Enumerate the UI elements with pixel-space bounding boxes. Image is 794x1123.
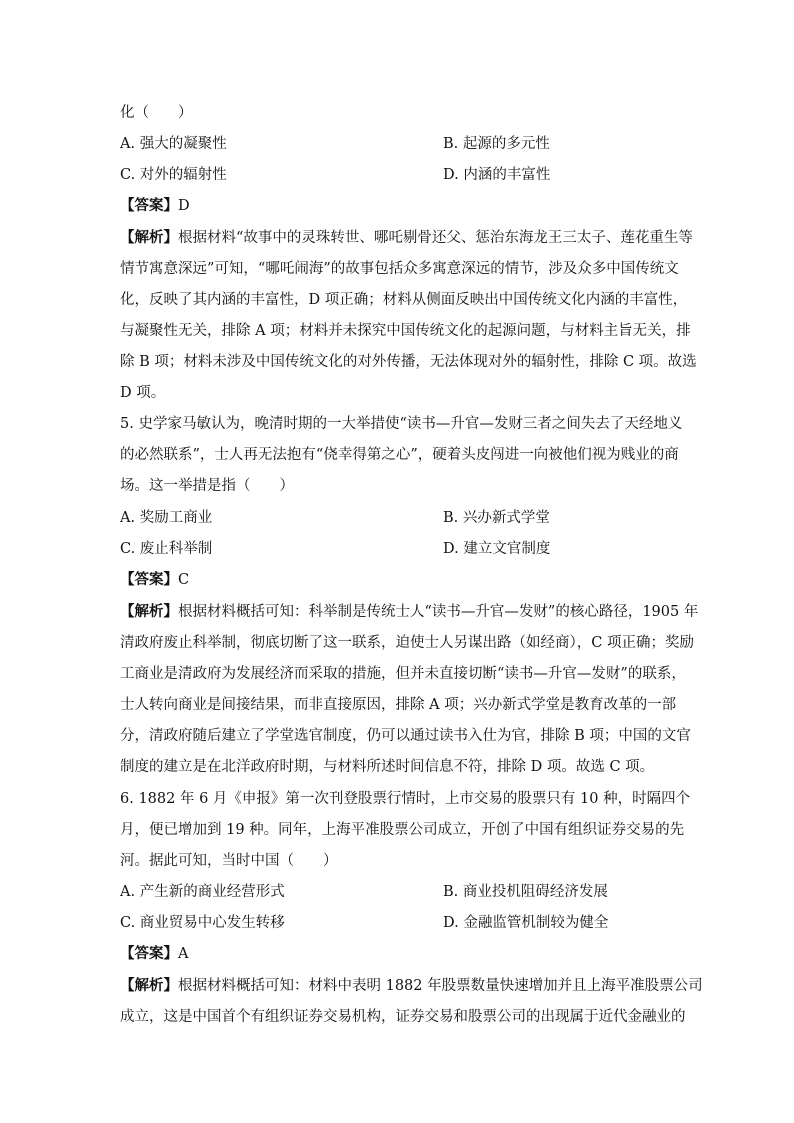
q4-option-c: C. 对外的辐射性 — [120, 167, 227, 183]
q5-stem-line: 场。这一举措是指（ ） — [120, 478, 294, 494]
answer-value: D — [178, 198, 190, 214]
q4-answer — [120, 196, 676, 216]
q4-analysis-line: 【解析】根据材料“故事中的灵珠转世、哪吒剔骨还父、惩治东海龙王三太子、莲花重生等 — [120, 229, 693, 246]
q4-option-a: A. 强大的凝聚性 — [120, 136, 227, 152]
q5-stem-line: 的必然联系”，士人再无法抱有“侥幸得第之心”，硬着头皮闯进一向被他们视为贱业的商 — [120, 447, 679, 463]
q5-option-c: C. 废止科举制 — [120, 541, 213, 557]
q6-option-a: A. 产生新的商业经营形式 — [120, 884, 285, 900]
q5-option-b: B. 兴办新式学堂 — [443, 510, 550, 526]
q5-option-d: D. 建立文官制度 — [443, 541, 551, 557]
q6-answer — [120, 944, 676, 964]
q5-analysis-line: 制度的建立是在北洋政府时期，与材料所述时间信息不符，排除 D 项。故选 C 项。 — [120, 759, 655, 775]
answer-value: A — [178, 946, 189, 962]
q5-stem-line: 5. 史学家马敏认为，晚清时期的一大举措使“读书—升官—发财三者之间失去了天经地义 — [120, 416, 683, 432]
q4-analysis-line: 与凝聚性无关，排除 A 项；材料并未探究中国传统文化的起源问题，与材料主旨无关，排 — [120, 323, 691, 339]
q4-analysis-line: 化，反映了其内涵的丰富性，D 项正确；材料从侧面反映出中国传统文化内涵的丰富性， — [120, 292, 688, 308]
q6-stem-line: 月，便已增加到 19 种。同年，上海平准股票公司成立，开创了中国有组织证券交易的先 — [120, 822, 685, 838]
q6-stem-line: 6. 1882 年 6 月《申报》第一次刊登股票行情时，上市交易的股票只有 10 种，时隔四个 — [120, 791, 691, 807]
q4-stem-tail: 化（ ） — [120, 105, 193, 121]
q4-analysis-line: D 项。 — [120, 385, 166, 401]
answer-label: 【答案】 — [120, 945, 178, 962]
q6-analysis-line: 【解析】根据材料概括可知：材料中表明 1882 年股票数量快速增加并且上海平准股票公司 — [120, 977, 703, 994]
q5-analysis-line: 工商业是清政府为发展经济而采取的措施，但并未直接切断“读书—升官—发财”的联系， — [120, 666, 686, 682]
q6-analysis-line: 成立，这是中国首个有组织证券交易机构，证券交易和股票公司的出现属于近代金融业的 — [120, 1009, 686, 1025]
q6-stem-line: 河。据此可知，当时中国（ ） — [120, 853, 338, 869]
analysis-label: 【解析】 — [120, 603, 178, 620]
q6-option-b: B. 商业投机阻碍经济发展 — [443, 884, 608, 900]
q5-answer — [120, 570, 676, 590]
q4-analysis-line: 除 B 项；材料未涉及中国传统文化的对外传播，无法体现对外的辐射性，排除 C 项。故选 — [120, 354, 697, 370]
analysis-label: 【解析】 — [120, 977, 178, 994]
q5-analysis-line: 【解析】根据材料概括可知：科举制是传统士人“读书—升官—发财”的核心路径，1905 年 — [120, 603, 699, 620]
q5-analysis-line: 清政府废止科举制，彻底切断了这一联系，迫使士人另谋出路（如经商），C 项正确；奖励 — [120, 635, 694, 651]
analysis-label: 【解析】 — [120, 229, 178, 246]
q4-option-b: B. 起源的多元性 — [443, 136, 550, 152]
q5-analysis-line: 士人转向商业是间接结果，而非直接原因，排除 A 项；兴办新式学堂是教育改革的一部 — [120, 697, 677, 713]
answer-value: C — [178, 572, 190, 588]
answer-label: 【答案】 — [120, 571, 178, 588]
q5-option-a: A. 奖励工商业 — [120, 510, 213, 526]
q5-analysis-line: 分，清政府随后建立了学堂选官制度，仍可以通过读书入仕为官，排除 B 项；中国的文官 — [120, 728, 691, 744]
q4-option-d: D. 内涵的丰富性 — [443, 167, 551, 183]
q6-option-c: C. 商业贸易中心发生转移 — [120, 915, 285, 931]
q6-option-d: D. 金融监管机制较为健全 — [443, 915, 609, 931]
answer-label: 【答案】 — [120, 197, 178, 214]
q4-analysis-line: 情节寓意深远”可知，“哪吒闹海”的故事包括众多寓意深远的情节，涉及众多中国传统文 — [120, 261, 679, 277]
